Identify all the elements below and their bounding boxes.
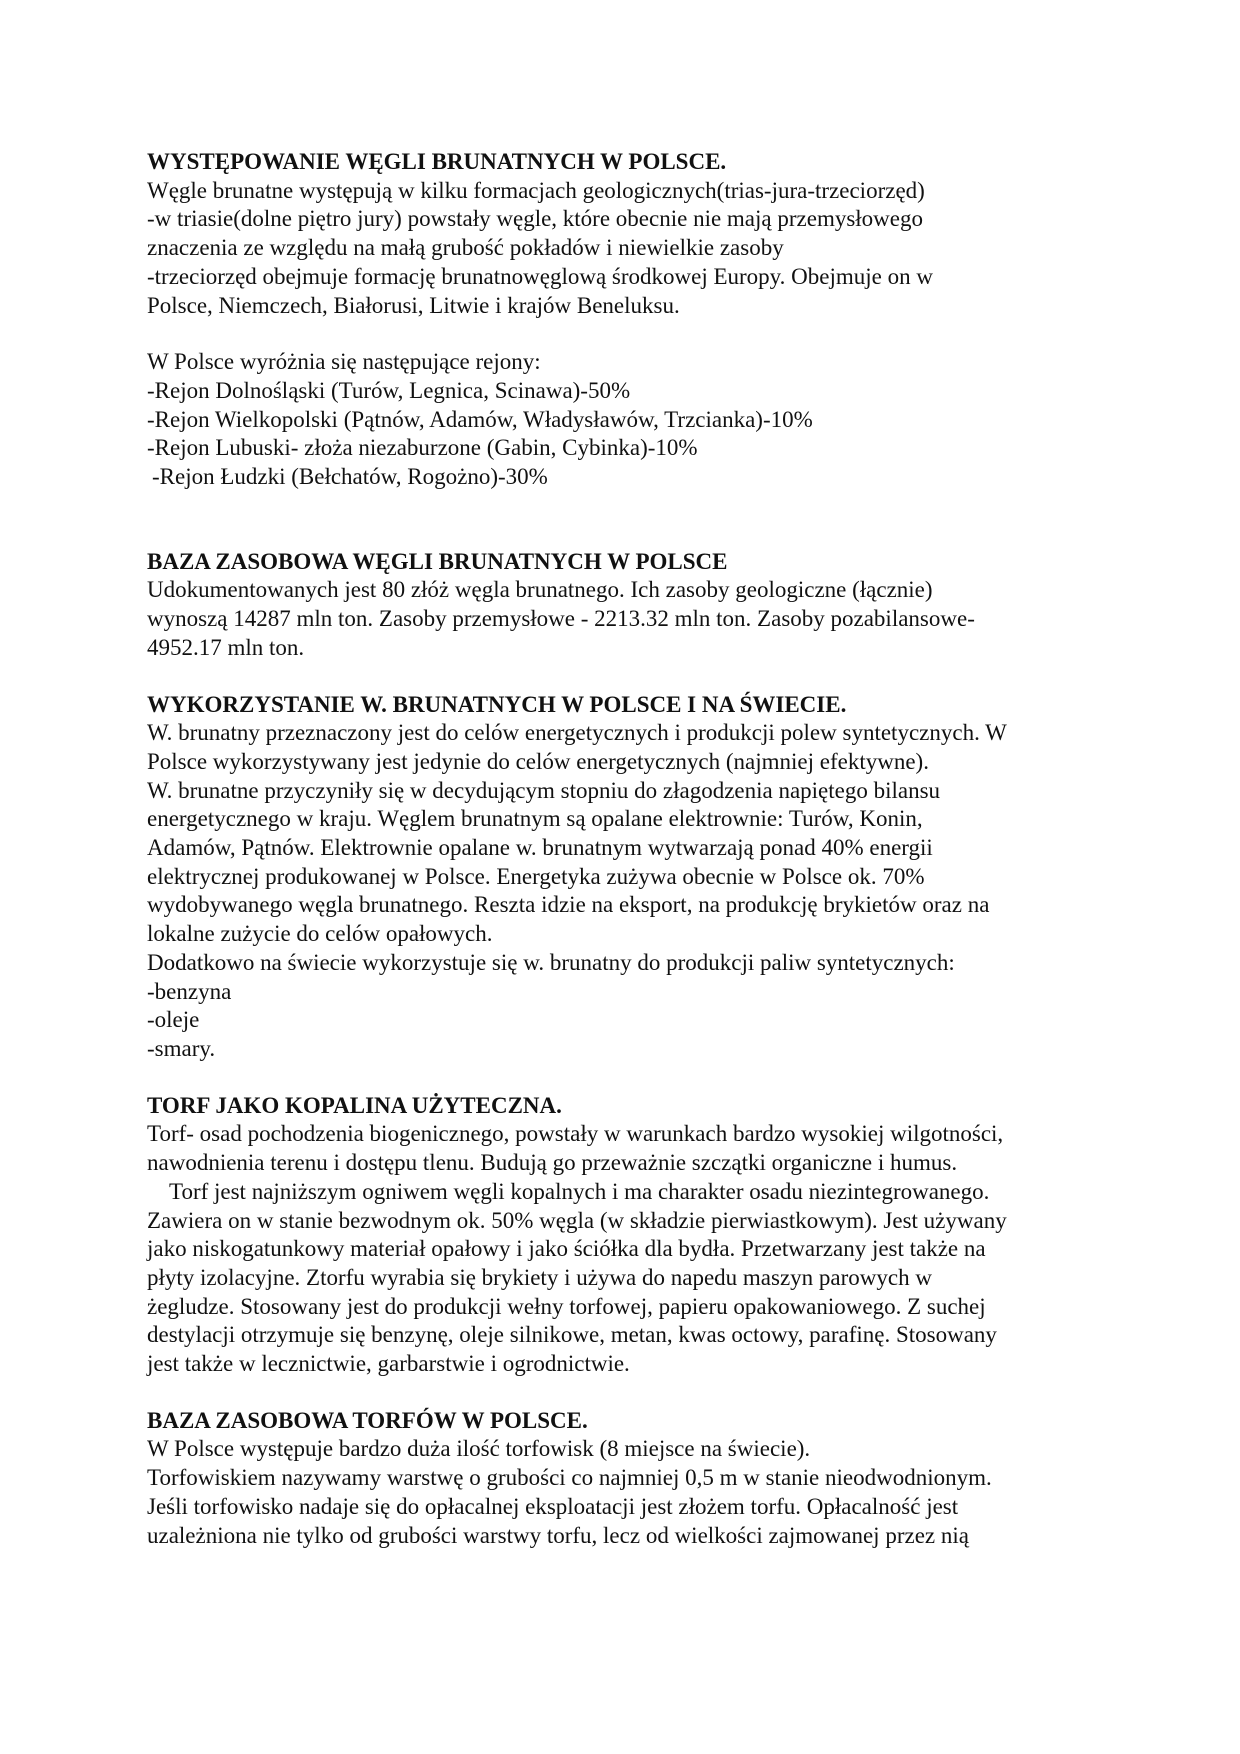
paragraph-line: płyty izolacyjne. Ztorfu wyrabia się brykiety i używa do napedu maszyn parowych w <box>147 1264 932 1290</box>
section-heading: BAZA ZASOBOWA TORFÓW W POLSCE. <box>147 1407 588 1433</box>
paragraph-line: Adamów, Pątnów. Elektrownie opalane w. brunatnym wytwarzają ponad 40% energii <box>147 835 933 861</box>
paragraph-line: uzależniona nie tylko od grubości warstwy torfu, lecz od wielkości zajmowanej przez nią <box>147 1522 969 1548</box>
list-item: -Rejon Łudzki (Bełchatów, Rogożno)-30% <box>152 464 548 490</box>
section-heading: WYSTĘPOWANIE WĘGLI BRUNATNYCH W POLSCE. <box>147 149 727 174</box>
paragraph-line: żegludze. Stosowany jest do produkcji wełny torfowej, papieru opakowaniowego. Z suchej <box>147 1293 986 1319</box>
document-page <box>147 148 1107 1550</box>
section-wykorzystanie <box>147 691 1107 1064</box>
paragraph-line: W Polsce występuje bardzo duża ilość torfowisk (8 miejsce na świecie). <box>147 1436 811 1462</box>
paragraph-line: wynoszą 14287 mln ton. Zasoby przemysłowe - 2213.32 mln ton. Zasoby pozabilansowe- <box>147 606 975 632</box>
paragraph-line: Udokumentowanych jest 80 złóż węgla brunatnego. Ich zasoby geologiczne (łącznie) <box>147 577 933 603</box>
paragraph-line: W. brunatny przeznaczony jest do celów energetycznych i produkcji polew syntetycznych. W <box>147 720 1007 746</box>
list-item: -smary. <box>147 1035 216 1061</box>
section-torf <box>147 1092 1107 1379</box>
section-heading: BAZA ZASOBOWA WĘGLI BRUNATNYCH W POLSCE <box>147 548 728 574</box>
paragraph-line: 4952.17 mln ton. <box>147 634 305 660</box>
paragraph-line: -trzeciorzęd obejmuje formację brunatnowęglową środkowej Europy. Obejmuje on w <box>147 263 933 289</box>
paragraph-line: Jeśli torfowisko nadaje się do opłacalnej eksploatacji jest złożem torfu. Opłacalność jest <box>147 1493 959 1519</box>
paragraph-line: lokalne zużycie do celów opałowych. <box>147 921 493 947</box>
section-wystepowanie <box>147 148 1107 492</box>
paragraph-line: W Polsce wyróżnia się następujące rejony: <box>147 349 541 375</box>
paragraph-line: Polsce, Niemczech, Białorusi, Litwie i krajów Beneluksu. <box>147 292 680 318</box>
paragraph-line: elektrycznej produkowanej w Polsce. Energetyka zużywa obecnie w Polsce ok. 70% <box>147 863 925 889</box>
section-baza-zasobowa-wegli <box>147 548 1107 663</box>
paragraph-line: znaczenia ze względu na małą grubość pokładów i niewielkie zasoby <box>147 235 784 261</box>
section-heading: WYKORZYSTANIE W. BRUNATNYCH W POLSCE I NA ŚWIECIE. <box>147 691 847 717</box>
paragraph-line: wydobywanego węgla brunatnego. Reszta idzie na eksport, na produkcję brykietów oraz na <box>147 892 990 918</box>
list-item: -Rejon Dolnośląski (Turów, Legnica, Scinawa)-50% <box>147 377 631 403</box>
section-heading: TORF JAKO KOPALINA UŻYTECZNA. <box>147 1092 562 1118</box>
paragraph-line: destylacji otrzymuje się benzynę, oleje silnikowe, metan, kwas octowy, parafinę. Stosowany <box>147 1322 997 1348</box>
paragraph-line: Torf jest najniższym ogniwem węgli kopalnych i ma charakter osadu niezintegrowanego. <box>169 1178 990 1204</box>
list-item: -benzyna <box>147 978 232 1004</box>
list-item: -Rejon Lubuski- złoża niezaburzone (Gabin, Cybinka)-10% <box>147 435 698 461</box>
section-baza-zasobowa-torfow <box>147 1407 1107 1551</box>
paragraph-line: nawodnienia terenu i dostępu tlenu. Budują go przeważnie szczątki organiczne i humus. <box>147 1150 958 1176</box>
paragraph-line: jako niskogatunkowy materiał opałowy i jako ściółka dla bydła. Przetwarzany jest także na <box>147 1236 986 1262</box>
paragraph-line: Torfowiskiem nazywamy warstwę o grubości co najmniej 0,5 m w stanie nieodwodnionym. <box>147 1465 992 1491</box>
paragraph-line: Torf- osad pochodzenia biogenicznego, powstały w warunkach bardzo wysokiej wilgotności, <box>147 1121 1004 1147</box>
paragraph-line: jest także w lecznictwie, garbarstwie i ogrodnictwie. <box>147 1351 630 1377</box>
paragraph-line: Polsce wykorzystywany jest jedynie do celów energetycznych (najmniej efektywne). <box>147 748 929 774</box>
paragraph-line: W. brunatne przyczyniły się w decydującym stopniu do złagodzenia napiętego bilansu <box>147 777 941 803</box>
paragraph-line: Dodatkowo na świecie wykorzystuje się w. brunatny do produkcji paliw syntetycznych: <box>147 949 955 975</box>
paragraph-line: -w triasie(dolne piętro jury) powstały węgle, które obecnie nie mają przemysłowego <box>147 206 923 232</box>
paragraph-line: energetycznego w kraju. Węglem brunatnym są opalane elektrownie: Turów, Konin, <box>147 806 923 832</box>
list-item: -Rejon Wielkopolski (Pątnów, Adamów, Władysławów, Trzcianka)-10% <box>147 406 813 432</box>
list-item: -oleje <box>147 1007 200 1033</box>
paragraph-line: Zawiera on w stanie bezwodnym ok. 50% węgla (w składzie pierwiastkowym). Jest używany <box>147 1207 1007 1233</box>
paragraph-line: Węgle brunatne występują w kilku formacjach geologicznych(trias-jura-trzeciorzęd) <box>147 177 925 203</box>
